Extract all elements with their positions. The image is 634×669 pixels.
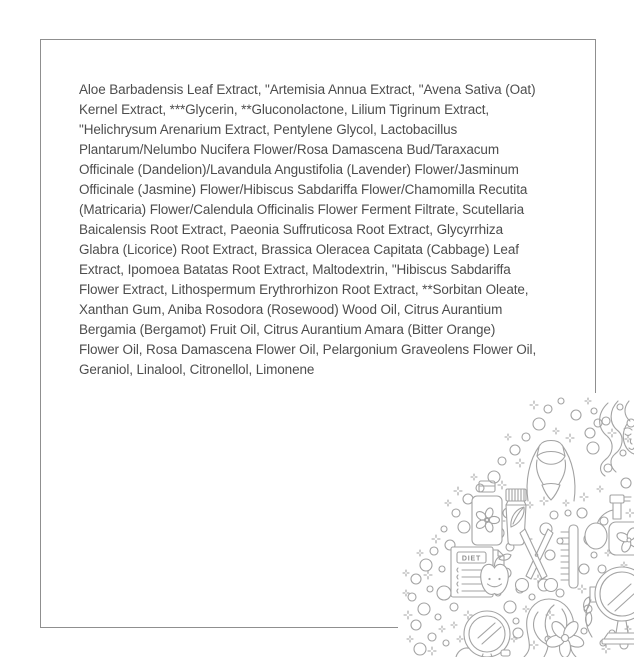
hand-mirror-icon: [456, 611, 510, 657]
leaf-sprig-icon: [584, 597, 592, 637]
ingredients-line: Glabra (Licorice) Root Extract, Brassica Oleracea Capitata (Cabbage) Leaf: [79, 242, 519, 257]
ingredients-line: Geraniol, Linalool, Citronellol, Limonene: [79, 362, 315, 377]
ingredients-line: "Helichrysum Arenarium Extract, Pentylene Glycol, Lactobacillus: [79, 122, 458, 137]
perfume-atomizer-icon: [585, 495, 634, 555]
ingredients-text: [79, 80, 577, 380]
ingredients-line: Extract, Ipomoea Batatas Root Extract, Maltodextrin, "Hibiscus Sabdariffa: [79, 262, 511, 277]
bikini-body-icon: [527, 441, 575, 502]
ingredients-line: Flower Extract, Lithospermum Erythrorhizon Root Extract, **Sorbitan Oleate,: [79, 282, 529, 297]
diet-list-icon: [451, 547, 511, 597]
flower-icon: [545, 619, 585, 657]
ingredients-line: Xanthan Gum, Aniba Rosodora (Rosewood) Wood Oil, Citrus Aurantium: [79, 302, 503, 317]
ingredients-line: Bergamia (Bergamot) Fruit Oil, Citrus Aurantium Amara (Bitter Orange): [79, 322, 496, 337]
beauty-illustration-svg: [398, 393, 634, 657]
ingredients-line: Flower Oil, Rosa Damascena Flower Oil, Pelargonium Graveolens Flower Oil,: [79, 342, 537, 357]
ingredients-line: Officinale (Jasmine) Flower/Hibiscus Sabdariffa Flower/Chamomilla Recutita: [79, 182, 528, 197]
woman-face-icon: [600, 401, 634, 476]
ingredients-line: Officinale (Dandelion)/Lavandula Angustifolia (Lavender) Flower/Jasminum: [79, 162, 519, 177]
diet-label: DIET: [461, 555, 482, 563]
ingredients-line: Aloe Barbadensis Leaf Extract, "Artemisia Annua Extract, "Avena Sativa (Oat): [79, 82, 536, 97]
comb-icon: [561, 525, 578, 588]
ingredients-line: (Matricaria) Flower/Calendula Officinalis Flower Ferment Filtrate, Scutellaria: [79, 202, 525, 217]
ingredients-line: Kernel Extract, ***Glycerin, **Gluconolactone, Lilium Tigrinum Extract,: [79, 102, 490, 117]
standing-mirror-icon: [590, 567, 634, 644]
ingredients-line: Plantarum/Nelumbo Nucifera Flower/Rosa Damascena Bud/Taraxacum: [79, 142, 499, 157]
beauty-illustration: [398, 393, 634, 657]
ingredients-line: Baicalensis Root Extract, Paeonia Suffruticosa Root Extract, Glycyrrhiza: [79, 222, 503, 237]
